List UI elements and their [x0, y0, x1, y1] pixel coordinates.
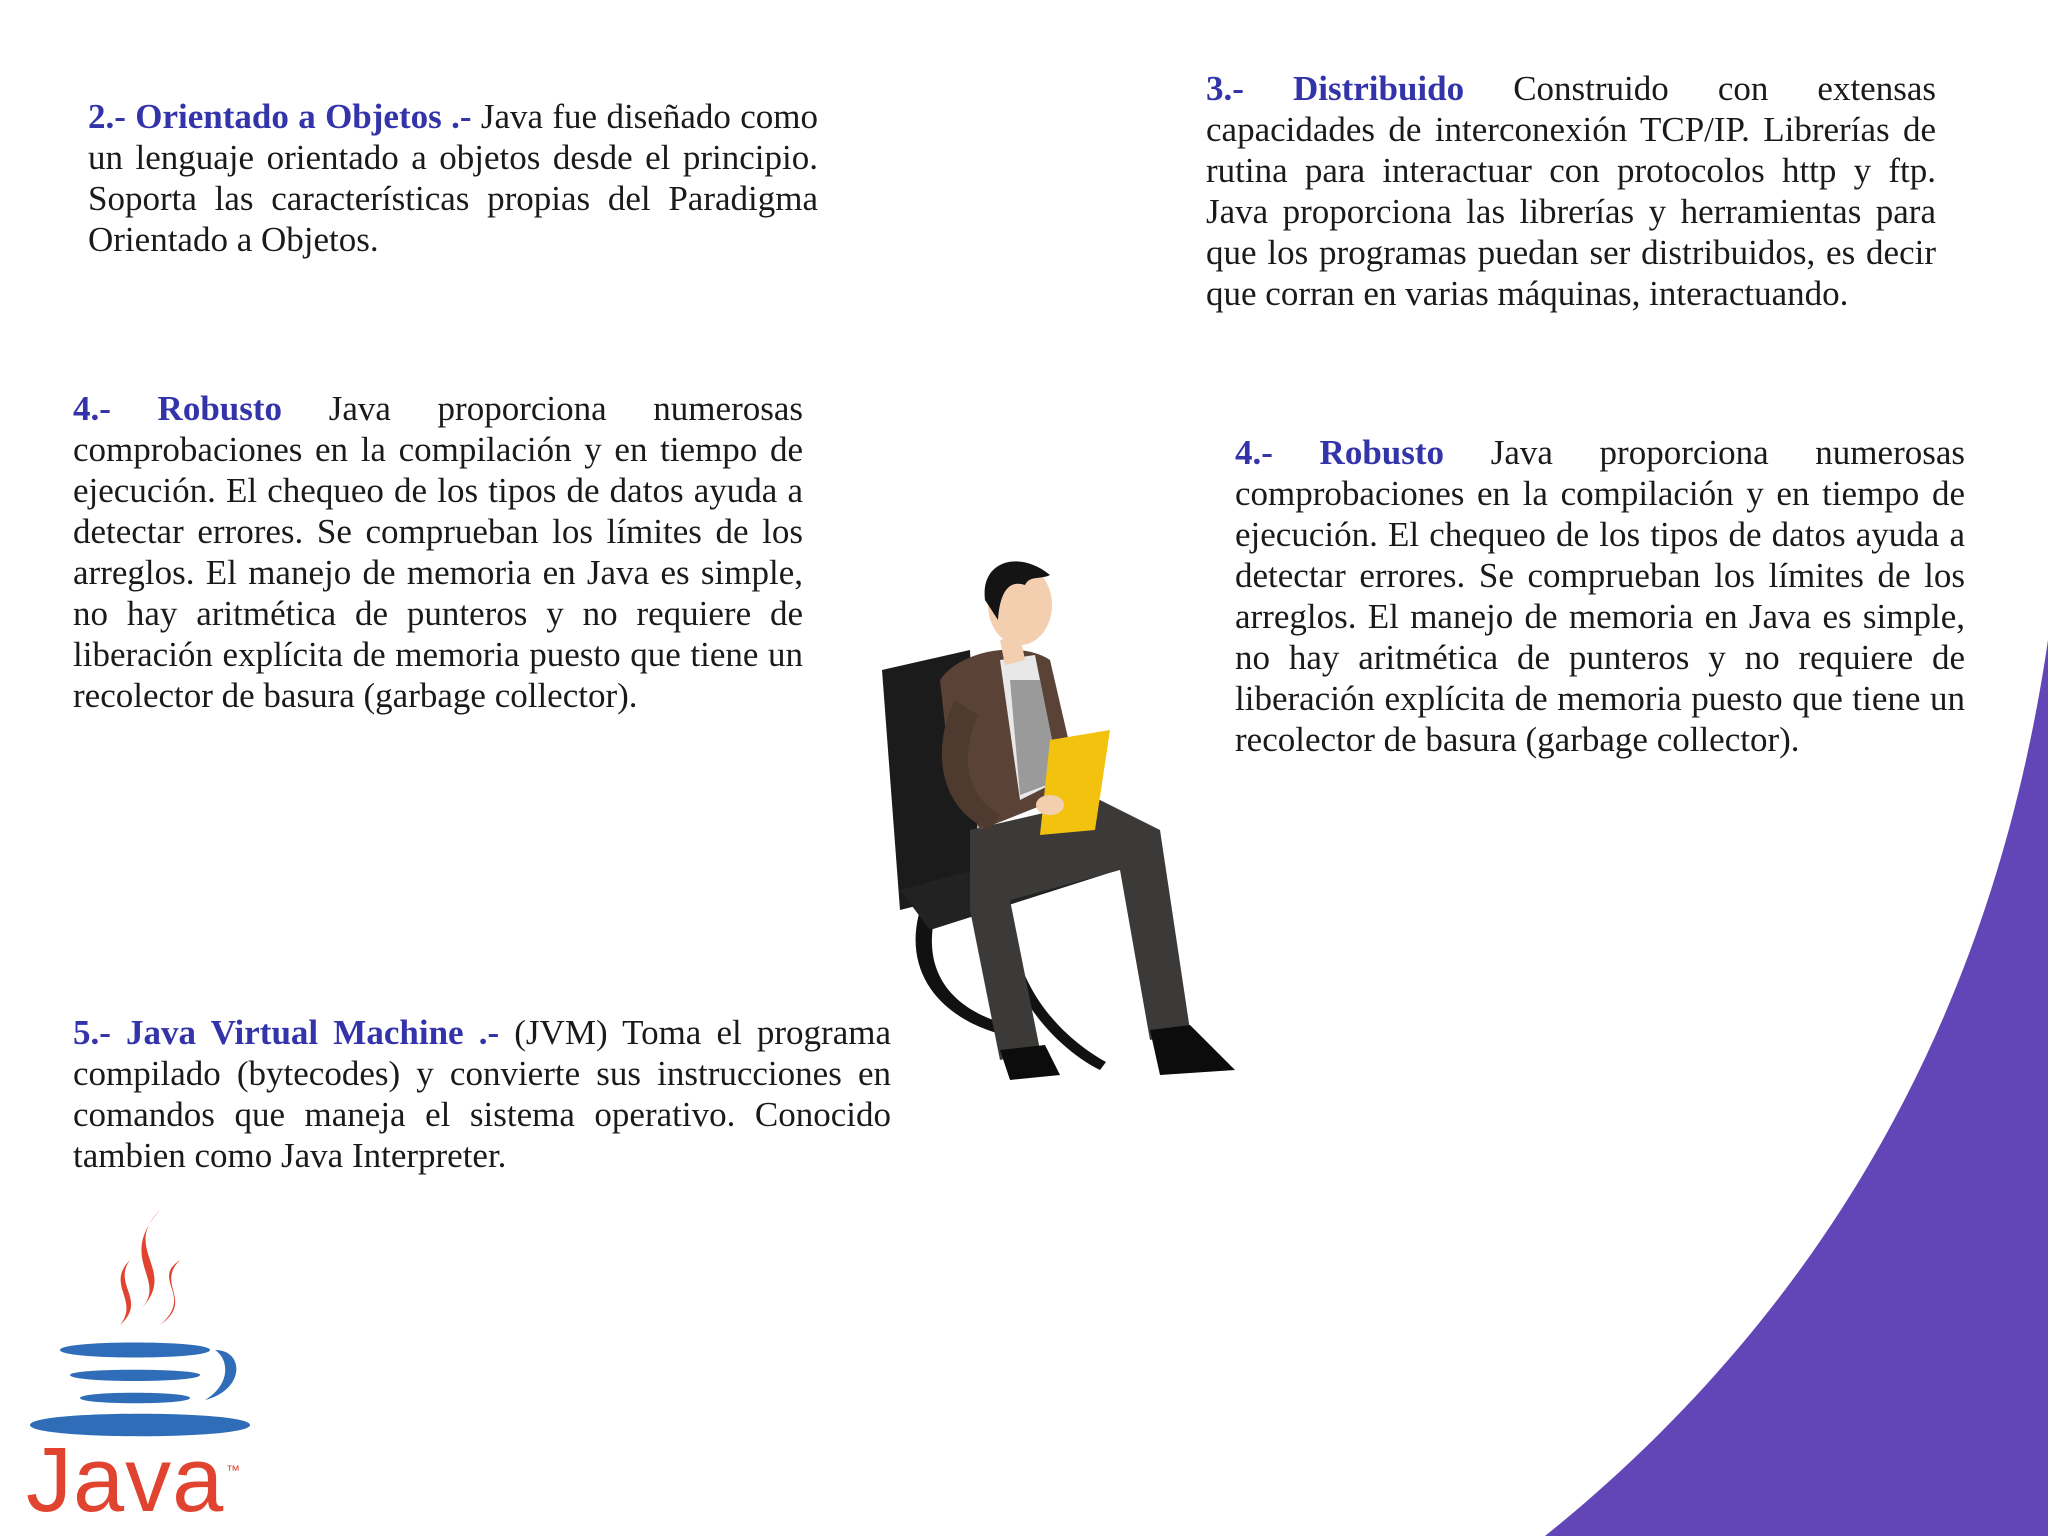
section-heading: 3.- Distribuido: [1206, 69, 1465, 108]
java-trademark: ™: [226, 1462, 240, 1478]
man-in-chair-illustration: [860, 530, 1300, 1130]
section-heading: 2.- Orientado a Objetos .-: [88, 97, 472, 136]
java-logo-wordmark: Java: [26, 1429, 225, 1531]
section-body: Java fue diseñado como un lenguaje orientado a objetos desde el principio. Soporta las características propias del Paradigma Orientado a Objetos.: [88, 97, 818, 259]
section-jvm: [73, 1012, 891, 1176]
section-body: Java proporciona numerosas comprobaciones en la compilación y en tiempo de ejecución. El chequeo de los tipos de datos ayuda a detectar errores. Se comprueban los límites de los arreglos. El manejo de memoria en Java es simple, no hay aritmética de punteros y no requiere de liberación explícita de memoria puesto que tiene un recolector de basura (garbage collector).: [1235, 433, 1965, 759]
section-distribuido: [1206, 68, 1936, 314]
section-body: Java proporciona numerosas comprobaciones en la compilación y en tiempo de ejecución. El chequeo de los tipos de datos ayuda a detectar errores. Se comprueban los límites de los arreglos. El manejo de memoria en Java es simple, no hay aritmética de punteros y no requiere de liberación explícita de memoria puesto que tiene un recolector de basura (garbage collector).: [73, 389, 803, 715]
section-heading: 5.- Java Virtual Machine .-: [73, 1013, 500, 1052]
section-heading: 4.- Robusto: [73, 389, 283, 428]
section-robusto-right: [1235, 432, 1965, 760]
section-orientado-objetos: [88, 96, 818, 260]
section-robusto-left: [73, 388, 803, 716]
section-body: Construido con extensas capacidades de interconexión TCP/IP. Librerías de rutina para interactuar con protocolos http y ftp. Java proporciona las librerías y herramientas para que los programas puedan ser distribuidos, es decir que corran en varias máquinas, interactuando.: [1206, 69, 1936, 313]
section-heading: 4.- Robusto: [1235, 433, 1445, 472]
section-body: (JVM) Toma el programa compilado (bytecodes) y convierte sus instrucciones en comandos que maneja el sistema operativo. Conocido tambien como Java Interpreter.: [73, 1013, 891, 1175]
